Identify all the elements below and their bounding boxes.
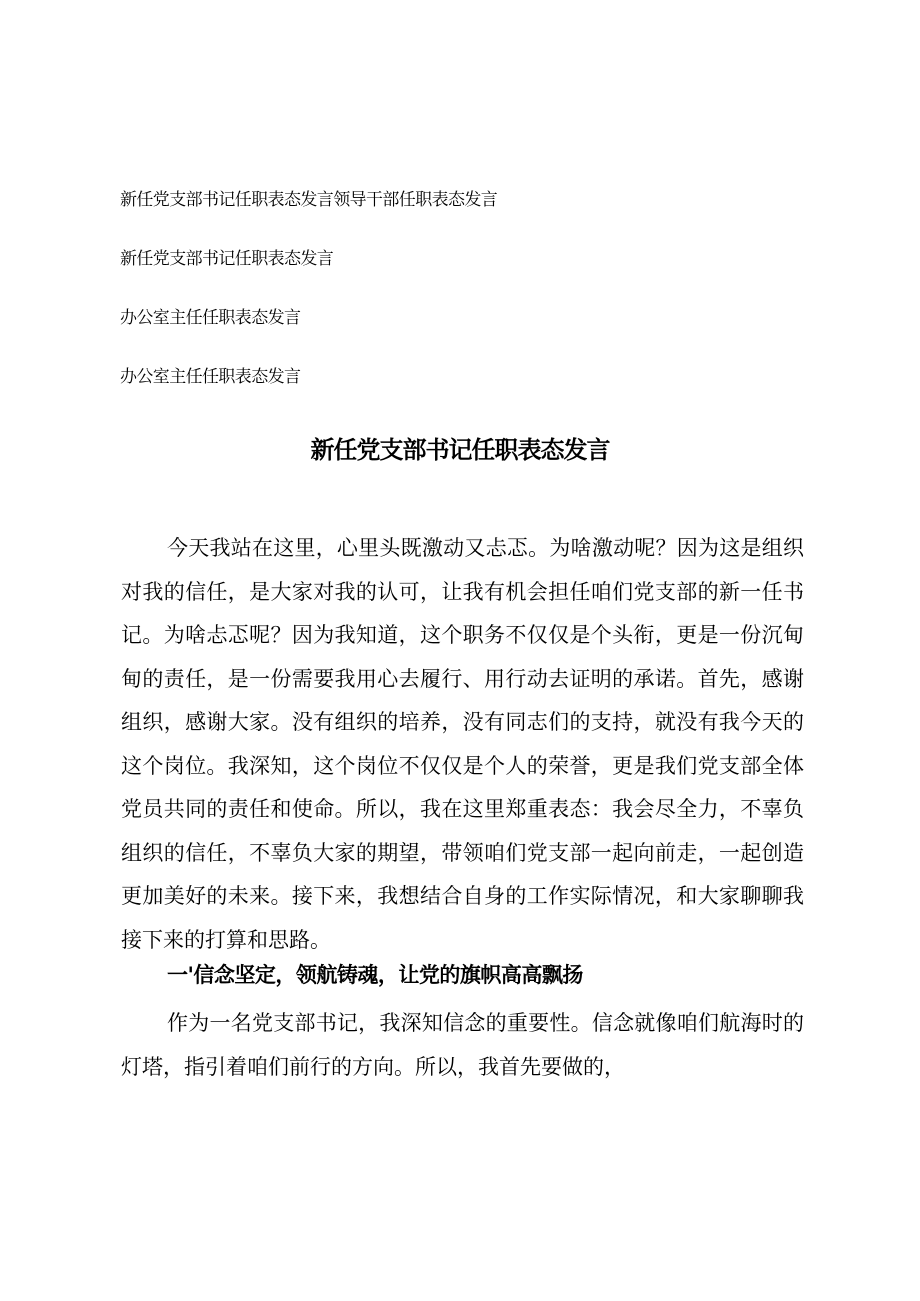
toc-item[interactable]: 办公室主任任职表态发言 <box>120 367 301 387</box>
body-paragraph: 作为一名党支部书记，我深知信念的重要性。信念就像咱们航海时的灯塔，指引着咱们前行的方向。所以，我首先要做的， <box>121 1011 804 1079</box>
toc-item[interactable]: 新任党支部书记任职表态发言 <box>120 249 334 269</box>
body-paragraph: 今天我站在这里，心里头既激动又忐忑。为啥激动呢？因为这是组织对我的信任，是大家对我的认可，让我有机会担任咱们党支部的新一任书记。为啥忐忑呢？因为我知道，这个职务不仅仅是个头衔，更是一份沉甸甸的责任，是一份需要我用心去履行、用行动去证明的承诺。首先，感谢组织，感谢大家。没有组织的培养，没有同志们的支持，就没有我今天的这个岗位。我深知，这个岗位不仅仅是个人的荣誉，更是我们党支部全体党员共同的责任和使命。所以，我在这里郑重表态：我会尽全力，不辜负组织的信任，不辜负大家的期望，带领咱们党支部一起向前走，一起创造更加美好的未来。接下来，我想结合自身的工作实际情况，和大家聊聊我接下来的打算和思路。 <box>121 536 804 952</box>
table-of-contents <box>120 188 820 424</box>
document-title: 新任党支部书记任职表态发言 <box>310 436 610 464</box>
toc-item[interactable]: 新任党支部书记任职表态发言领导干部任职表态发言 <box>120 190 498 210</box>
toc-item[interactable]: 办公室主任任职表态发言 <box>120 308 301 328</box>
section-heading: 一'信念坚定，领航铸魂，让党的旗帜高高飘扬 <box>167 963 583 987</box>
